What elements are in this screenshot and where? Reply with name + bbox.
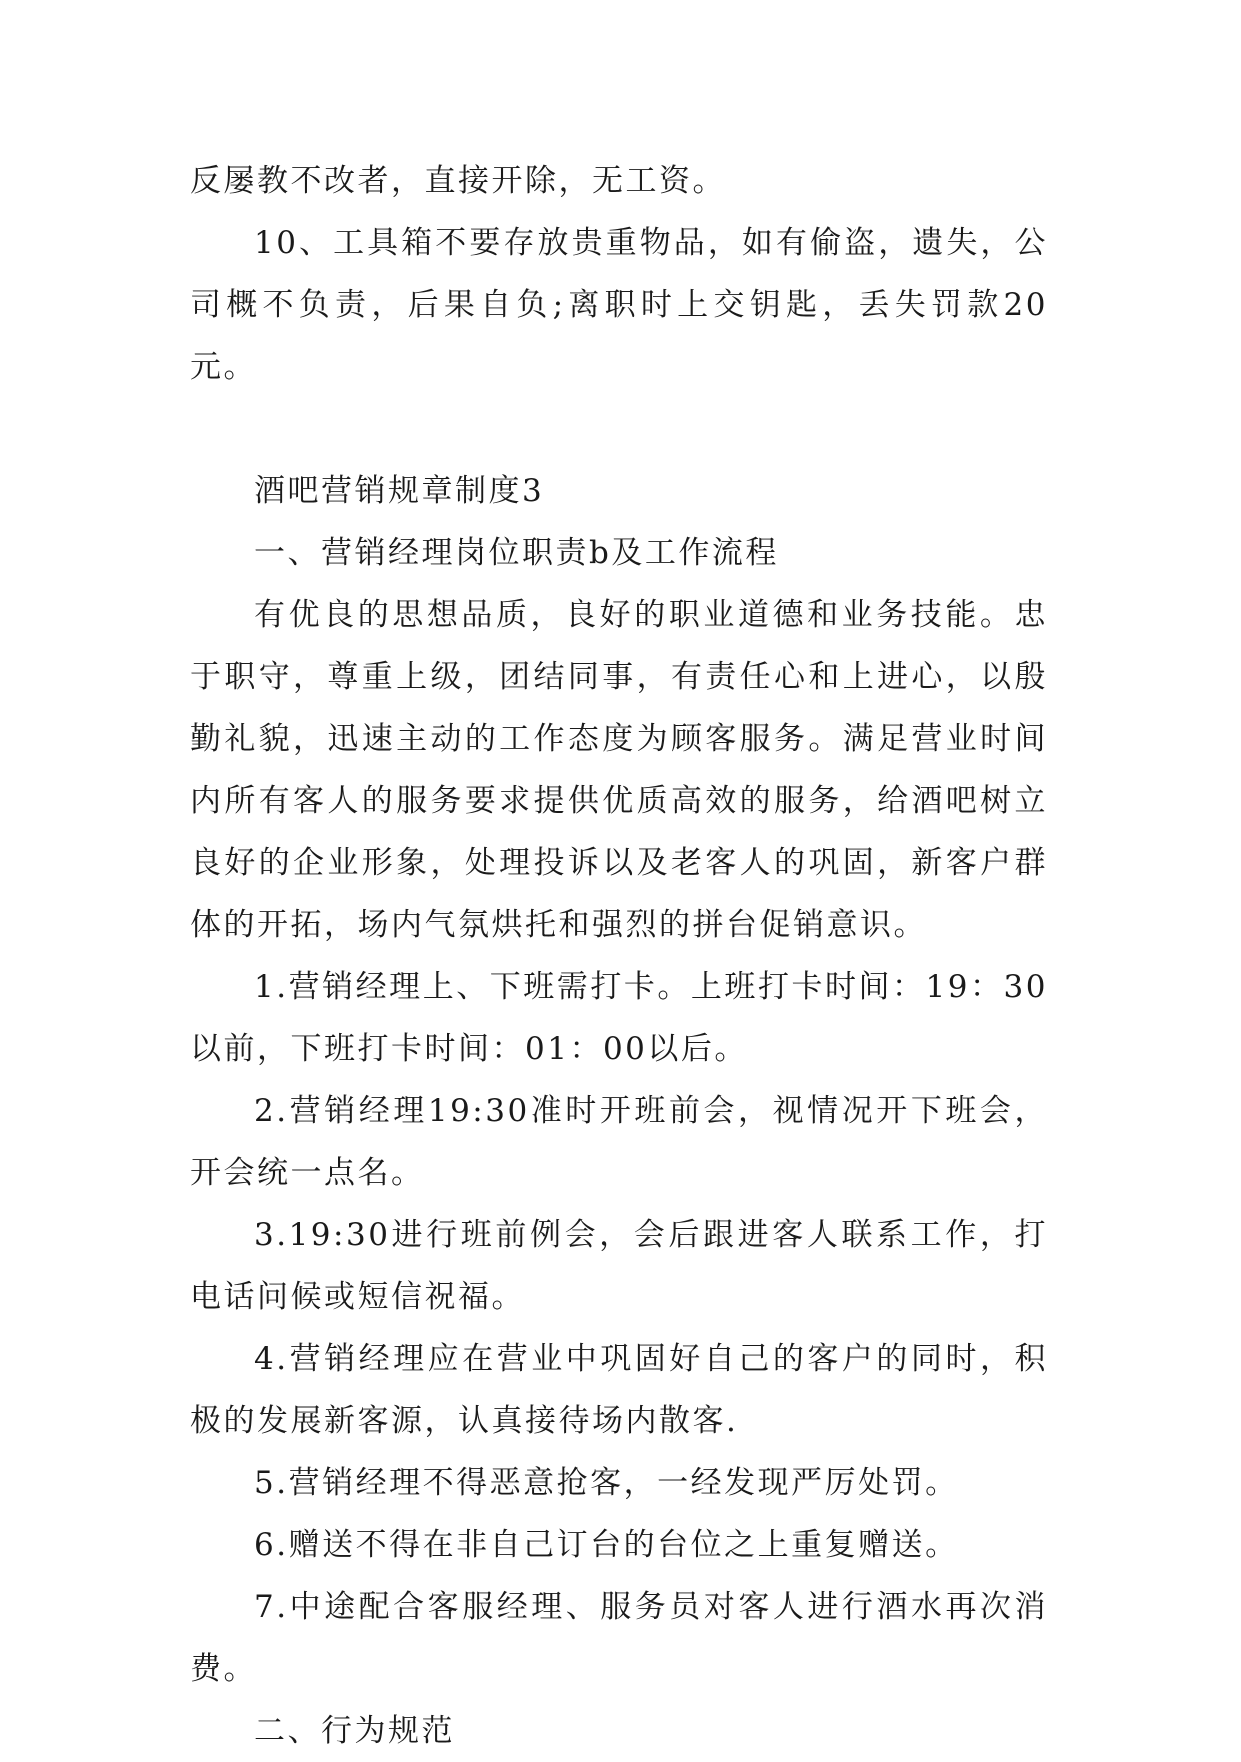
document-page [190, 150, 1048, 1762]
list-item-3: 3.19:30进行班前例会，会后跟进客人联系工作，打电话问候或短信祝福。 [190, 1217, 1048, 1315]
paragraph-continuation: 反屡教不改者，直接开除，无工资。 [190, 163, 726, 199]
list-item-7: 7.中途配合客服经理、服务员对客人进行酒水再次消费。 [190, 1589, 1048, 1687]
list-item-2: 2.营销经理19:30准时开班前会，视情况开下班会，开会统一点名。 [190, 1093, 1048, 1191]
list-item-1: 1.营销经理上、下班需打卡。上班打卡时间：19：30以前，下班打卡时间：01：00以后。 [190, 969, 1048, 1067]
list-item-4: 4.营销经理应在营业中巩固好自己的客户的同时，积极的发展新客源，认真接待场内散客. [190, 1341, 1048, 1439]
section-spacer [190, 398, 1048, 460]
section-heading-1: 一、营销经理岗位职责b及工作流程 [254, 535, 779, 571]
list-item-5: 5.营销经理不得恶意抢客，一经发现严厉处罚。 [254, 1465, 959, 1501]
section-title: 酒吧营销规章制度3 [254, 473, 545, 509]
paragraph-intro: 有优良的思想品质，良好的职业道德和业务技能。忠于职守，尊重上级，团结同事，有责任心和上进心，以殷勤礼貌，迅速主动的工作态度为顾客服务。满足营业时间内所有客人的服务要求提供优质高效的服务，给酒吧树立良好的企业形象，处理投诉以及老客人的巩固，新客户群体的开拓，场内气氛烘托和强烈的拼台促销意识。 [190, 597, 1048, 943]
paragraph-rule-10: 10、工具箱不要存放贵重物品，如有偷盗，遗失，公司概不负责，后果自负;离职时上交钥匙，丢失罚款20元。 [190, 225, 1048, 385]
list-item-6: 6.赠送不得在非自己订台的台位之上重复赠送。 [254, 1527, 959, 1563]
section-heading-2: 二、行为规范 [254, 1713, 455, 1749]
